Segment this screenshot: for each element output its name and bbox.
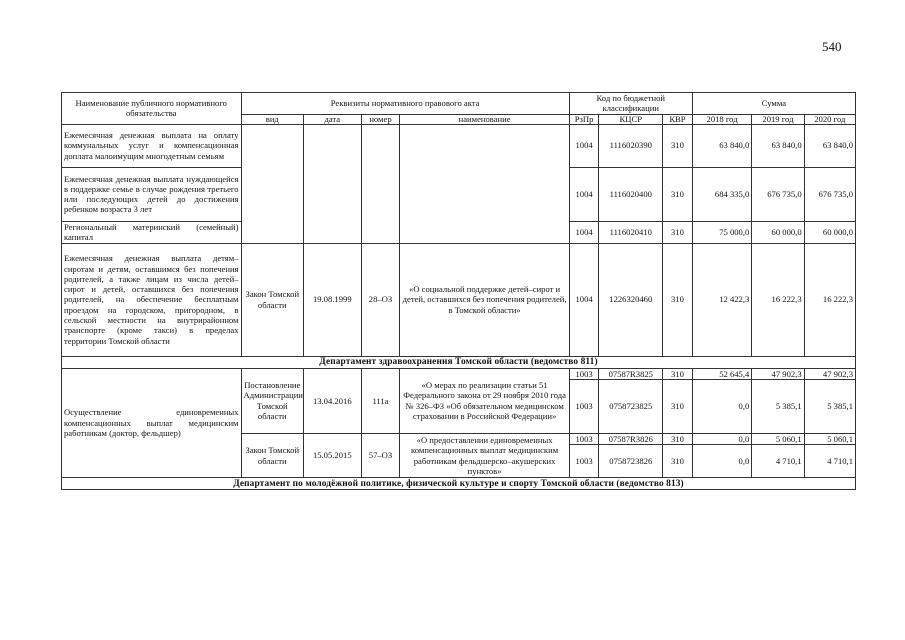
sum-2018-cell: 684 335,0: [692, 167, 751, 221]
act-date-cell: [304, 124, 361, 243]
act-number-cell: 111а: [361, 368, 400, 433]
sum-2019-cell: 5 060,1: [752, 433, 804, 444]
sum-2020-cell: 63 840,0: [804, 124, 855, 167]
obligation-name: Ежемесячная денежная выплата на оплату коммунальных услуг и компенсационная доплата малоимущим многодетным семьям: [62, 124, 242, 167]
header-act-requisites: Реквизиты нормативного правового акта: [241, 93, 569, 115]
kcsr-cell: 0758723826: [599, 445, 663, 478]
obligation-name: Региональный материнский (семейный) капитал: [62, 221, 242, 243]
rzpr-cell: 1003: [569, 445, 599, 478]
act-date-cell: 19.08.1999: [304, 243, 361, 356]
sum-2020-cell: 60 000,0: [804, 221, 855, 243]
sum-2018-cell: 63 840,0: [692, 124, 751, 167]
kvr-cell: 310: [663, 433, 693, 444]
kcsr-cell: 0758723825: [599, 379, 663, 433]
act-title-cell: [400, 124, 569, 243]
table-row: [62, 124, 856, 167]
obligation-name: Ежемесячная денежная выплата детям–сиротам и детям, оставшимся без попечения родителей, а также лицам из числа детей–сирот и детей, оставшихся без попечения родителей, на обеспечение бесплатным проездом на городском, пригородном, в сельской местности на внутрирайонном транспорте (кроме такси) в пределах территории Томской области: [62, 243, 242, 356]
obligation-name: Осуществление единовременных компенсационных выплат медицинским работникам (доктор, фельдшер): [62, 368, 242, 478]
header-kcsr: КЦСР: [599, 114, 663, 124]
sum-2018-cell: 12 422,3: [692, 243, 751, 356]
rzpr-cell: 1003: [569, 433, 599, 444]
act-kind-cell: Закон Томской области: [241, 243, 304, 356]
rzpr-cell: 1003: [569, 379, 599, 433]
sum-2019-cell: 47 902,3: [752, 368, 804, 379]
kcsr-cell: 1116020400: [599, 167, 663, 221]
kcsr-cell: 07587R3826: [599, 433, 663, 444]
kvr-cell: 310: [663, 368, 693, 379]
kcsr-cell: 07587R3825: [599, 368, 663, 379]
header-2019: 2019 год: [752, 114, 804, 124]
act-title-cell: «О социальной поддержке детей–сирот и детей, оставшихся без попечения родителей, в Томской области»: [400, 243, 569, 356]
act-number-cell: [361, 124, 400, 243]
header-budget-code: Код по бюджетной классификации: [569, 93, 692, 115]
kcsr-cell: 1116020390: [599, 124, 663, 167]
header-2020: 2020 год: [804, 114, 855, 124]
act-number-cell: 28–ОЗ: [361, 243, 400, 356]
sum-2018-cell: 52 645,4: [692, 368, 751, 379]
kvr-cell: 310: [663, 221, 693, 243]
header-sum: Сумма: [692, 93, 855, 115]
sum-2020-cell: 676 735,0: [804, 167, 855, 221]
table-row: [62, 243, 856, 356]
department-row: [62, 356, 856, 368]
rzpr-cell: 1003: [569, 368, 599, 379]
department-row: [62, 478, 856, 490]
department-title: Департамент по молодёжной политике, физической культуре и спорту Томской области (ведомство 813): [62, 478, 856, 490]
obligations-table: [61, 92, 856, 490]
sum-2019-cell: 5 385,1: [752, 379, 804, 433]
sum-2019-cell: 60 000,0: [752, 221, 804, 243]
header-rzpr: РзПр: [569, 114, 599, 124]
rzpr-cell: 1004: [569, 167, 599, 221]
kvr-cell: 310: [663, 243, 693, 356]
sum-2018-cell: 75 000,0: [692, 221, 751, 243]
sum-2020-cell: 4 710,1: [804, 445, 855, 478]
header-kvr: КВР: [663, 114, 693, 124]
sum-2019-cell: 676 735,0: [752, 167, 804, 221]
header-obligation-name: Наименование публичного нормативного обязательства: [62, 93, 242, 125]
sum-2020-cell: 5 060,1: [804, 433, 855, 444]
kcsr-cell: 1226320460: [599, 243, 663, 356]
act-number-cell: 57–ОЗ: [361, 433, 400, 477]
header-kind: вид: [241, 114, 304, 124]
table-row: [62, 368, 856, 379]
act-date-cell: 13.04.2016: [304, 368, 361, 433]
act-date-cell: 15.05.2015: [304, 433, 361, 477]
sum-2019-cell: 16 222,3: [752, 243, 804, 356]
kvr-cell: 310: [663, 167, 693, 221]
header-title: наименование: [400, 114, 569, 124]
header-2018: 2018 год: [692, 114, 751, 124]
rzpr-cell: 1004: [569, 243, 599, 356]
kvr-cell: 310: [663, 445, 693, 478]
sum-2018-cell: 0,0: [692, 379, 751, 433]
sum-2019-cell: 63 840,0: [752, 124, 804, 167]
act-kind-cell: Постановление Администрации Томской области: [241, 368, 304, 433]
act-kind-cell: Закон Томской области: [241, 433, 304, 477]
sum-2018-cell: 0,0: [692, 445, 751, 478]
obligation-name: Ежемесячная денежная выплата нуждающейся в поддержке семье в случае рождения третьего или последующих детей до достижения ребенком возраста 3 лет: [62, 167, 242, 221]
act-kind-cell: [241, 124, 304, 243]
kvr-cell: 310: [663, 379, 693, 433]
page-number: 540: [822, 39, 842, 54]
table-header-row: [62, 93, 856, 115]
kvr-cell: 310: [663, 124, 693, 167]
sum-2019-cell: 4 710,1: [752, 445, 804, 478]
sum-2020-cell: 47 902,3: [804, 368, 855, 379]
kcsr-cell: 1116020410: [599, 221, 663, 243]
sum-2020-cell: 16 222,3: [804, 243, 855, 356]
department-title: Департамент здравоохранения Томской области (ведомство 811): [62, 356, 856, 368]
act-title-cell: «О мерах по реализации статьи 51 Федерального закона от 29 ноября 2010 года № 326–ФЗ «Об обязательном медицинском страховании в Российской Федерации»: [400, 368, 569, 433]
header-date: дата: [304, 114, 361, 124]
header-number: номер: [361, 114, 400, 124]
rzpr-cell: 1004: [569, 221, 599, 243]
sum-2018-cell: 0,0: [692, 433, 751, 444]
sum-2020-cell: 5 385,1: [804, 379, 855, 433]
act-title-cell: «О предоставлении единовременных компенсационных выплат медицинским работникам фельдшерско–акушерских пунктов»: [400, 433, 569, 477]
rzpr-cell: 1004: [569, 124, 599, 167]
